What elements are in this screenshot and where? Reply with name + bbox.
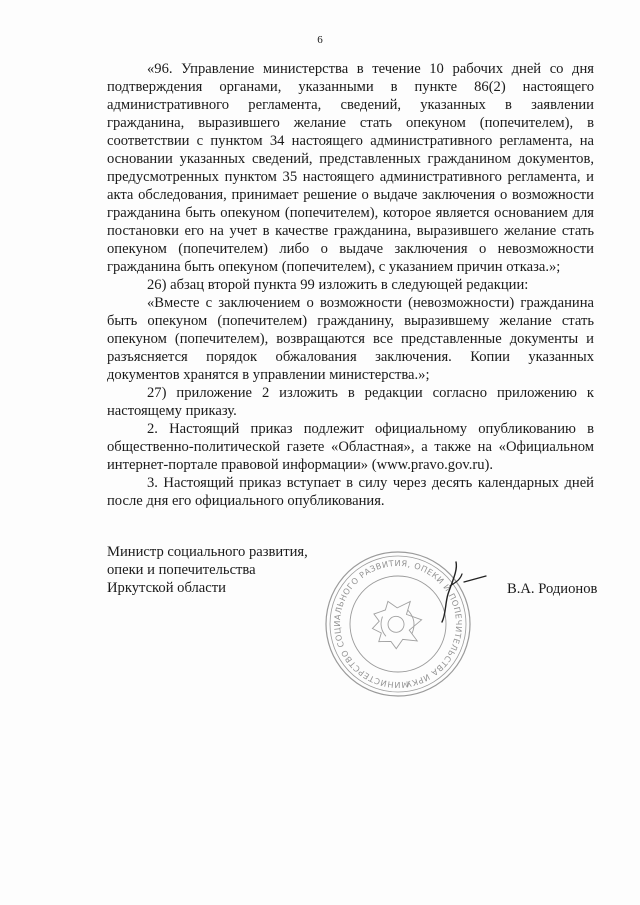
coat-of-arms-icon bbox=[368, 596, 426, 652]
paragraph-quote-99: «Вместе с заключением о возможности (невозможности) гражданина быть опекуном (попечителем) гражданину, выразившему желание стать опекуном (попечителем), возвращаются все представленные документы и разъясняется порядок обжалования заключения. Копии указанных документов хранятся в управлении министерства.»; bbox=[107, 295, 594, 383]
page-number: 6 bbox=[317, 34, 323, 46]
paragraph-3-effective-date: 3. Настоящий приказ вступает в силу через десять календарных дней после дня его официального опубликования. bbox=[107, 475, 594, 509]
paragraph-item-27: 27) приложение 2 изложить в редакции согласно приложению к настоящему приказу. bbox=[107, 385, 594, 419]
seal-text: МИНИСТЕРСТВО СОЦИАЛЬНОГО РАЗВИТИЯ, ОПЕКИ И ПОПЕЧИТЕЛЬСТВА ИРКУТСКОЙ bbox=[331, 557, 465, 691]
signer-name: В.А. Родионов bbox=[507, 581, 598, 597]
position-line: Иркутской области bbox=[107, 580, 226, 596]
paragraph-2-publication: 2. Настоящий приказ подлежит официальному опубликованию в общественно-политической газете «Областная», а также на «Официальном интернет-портале правовой информации» (www.pravo.gov.ru). bbox=[107, 421, 594, 473]
paragraph-96: «96. Управление министерства в течение 10 рабочих дней со дня подтверждения органами, указанными в пункте 86(2) настоящего административного регламента, сведений, указанных в заявлении гражданина, выразившего желание стать опекуном (попечителем), в соответствии с пунктом 34 настоящего административного регламента, на основании указанных сведений, представленных гражданином документов, предусмотренных пунктом 35 настоящего административного регламента, и акта обследования, принимает решение о выдаче заключения о возможности гражданина быть опекуном (попечителем), которое является основанием для постановки его на учет в качестве гражданина, выразившего желание стать опекуном (попечителем) либо о выдаче заключения о невозможности гражданина быть опекуном (попечителем), с указанием причин отказа.»; bbox=[107, 61, 594, 275]
position-line: Министр социального развития, bbox=[107, 544, 308, 560]
paragraph-item-26: 26) абзац второй пункта 99 изложить в следующей редакции: bbox=[147, 277, 529, 293]
position-line: опеки и попечительства bbox=[107, 562, 256, 578]
document-body bbox=[107, 60, 594, 510]
handwritten-signature bbox=[428, 556, 498, 626]
